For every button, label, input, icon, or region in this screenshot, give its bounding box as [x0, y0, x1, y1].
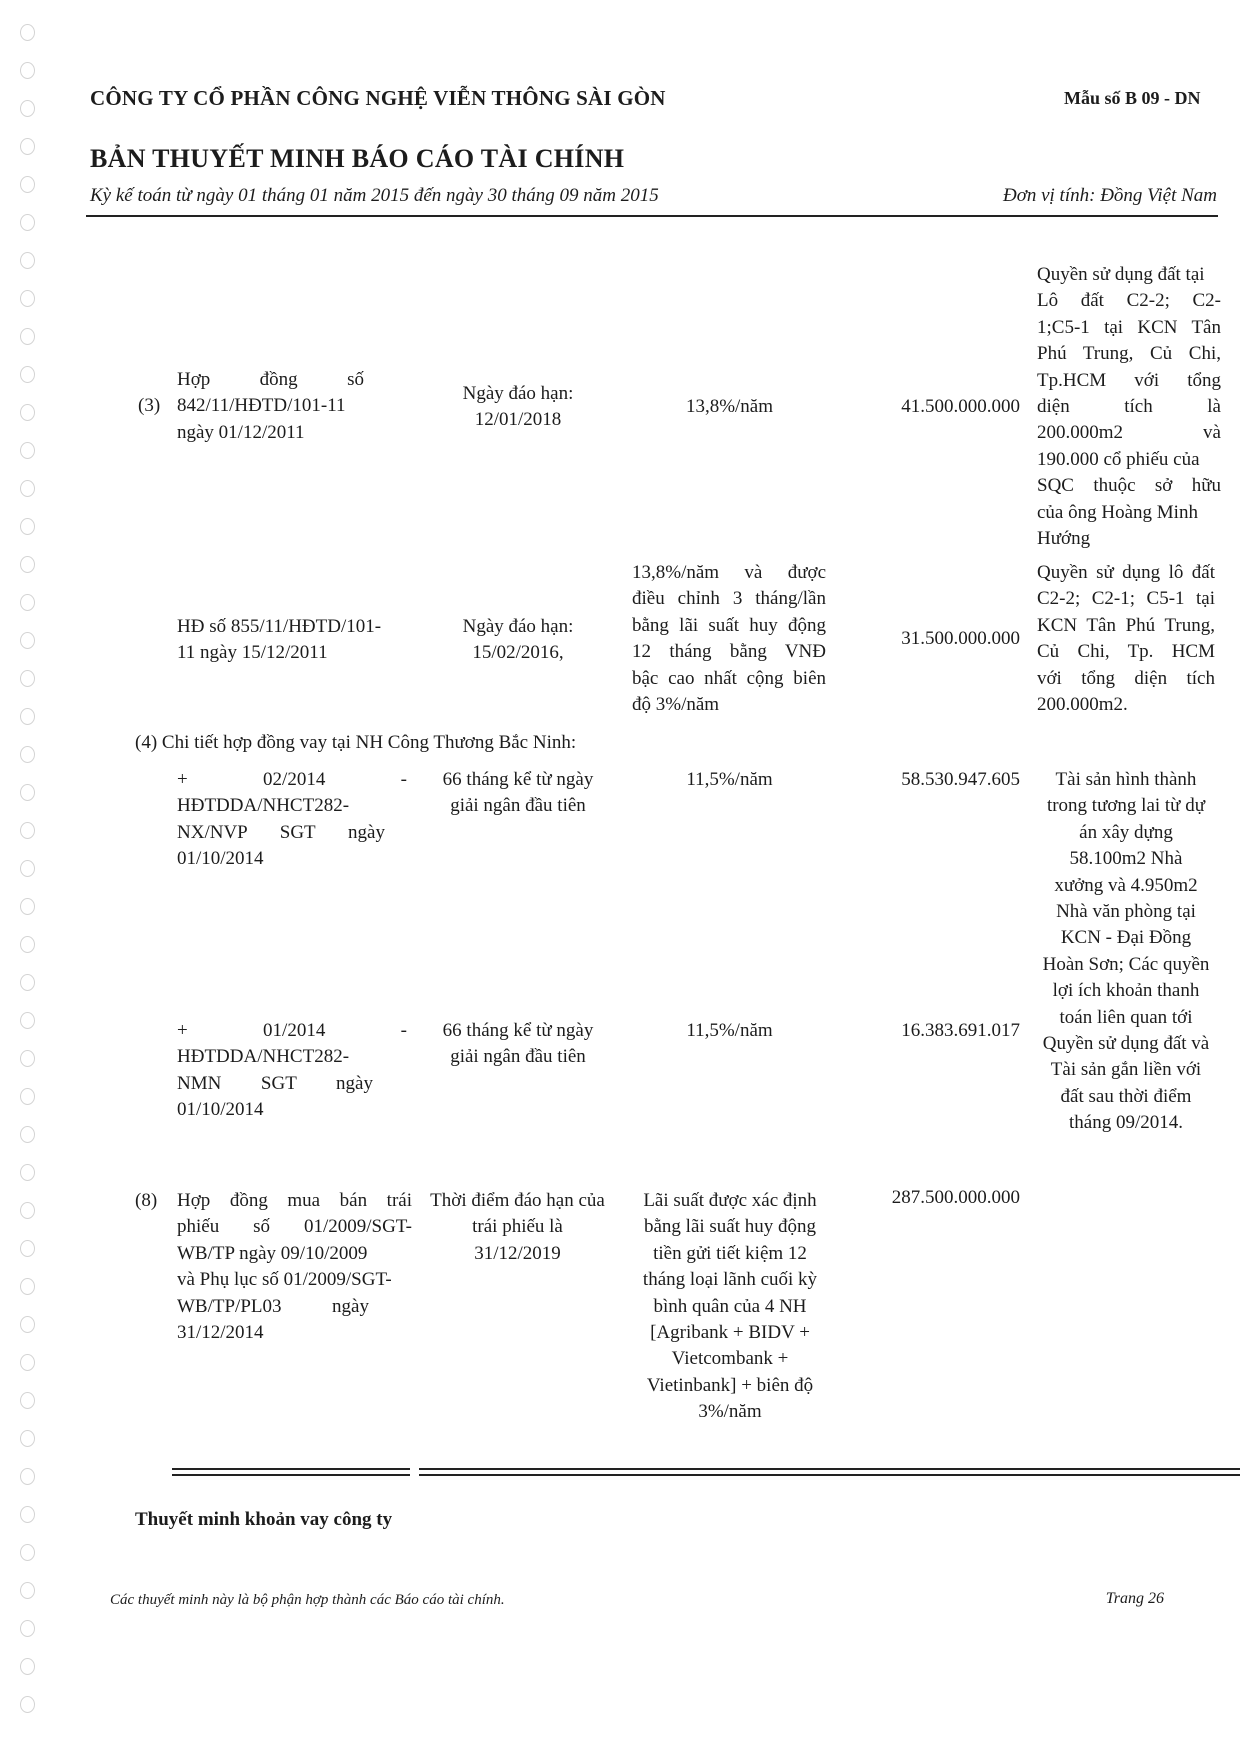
- rate-line: bình quân của 4 NH: [653, 1295, 807, 1317]
- contract-01-2014: [177, 1018, 407, 1124]
- collateral-line: Phú Trung, Củ Chi,: [1037, 343, 1221, 365]
- collateral-line: của ông Hoàng Minh: [1037, 501, 1198, 523]
- term-855: [428, 614, 608, 667]
- collateral-line: Quyền sử dụng lô đất: [1037, 562, 1215, 583]
- footer-note: Các thuyết minh này là bộ phận hợp thành các Báo cáo tài chính.: [110, 1592, 505, 1608]
- contract-line: 01/10/2014: [177, 848, 264, 870]
- term-01-2014: [428, 1018, 608, 1071]
- contract-line: 842/11/HĐTD/101-11: [177, 395, 346, 417]
- contract-line: 31/12/2014: [177, 1322, 264, 1344]
- rate-line: tháng loại lãnh cuối kỳ: [642, 1269, 818, 1291]
- collateral-line: Củ Chi, Tp. HCM: [1037, 641, 1215, 663]
- binder-holes: [16, 0, 40, 1754]
- contract-line: HĐ số 855/11/HĐTD/101-: [177, 616, 382, 637]
- collateral-line: toán liên quan tới: [1059, 1006, 1193, 1028]
- contract-line: + 01/2014 -: [177, 1020, 407, 1041]
- amount-855: 31.500.000.000: [901, 628, 1020, 649]
- contract-line: Hợp đồng mua bán trái: [177, 1190, 412, 1211]
- company-name: CÔNG TY CỔ PHẦN CÔNG NGHỆ VIỄN THÔNG SÀI GÒN: [90, 86, 666, 110]
- rate-line: bằng lãi suất huy động: [632, 614, 826, 636]
- rate-line: Lãi suất được xác định: [643, 1190, 817, 1211]
- term-bond: [420, 1188, 615, 1267]
- term-line: 15/02/2016,: [472, 642, 564, 664]
- amount-01-2014: 16.383.691.017: [901, 1020, 1020, 1041]
- header-divider: [86, 215, 1218, 217]
- rate-line: bằng lãi suất huy động: [643, 1216, 817, 1238]
- collateral-line: 58.100m2 Nhà: [1069, 848, 1183, 870]
- collateral-line: SQC thuộc sở hữu: [1037, 475, 1221, 497]
- rate-line: 12 tháng bằng VNĐ: [632, 641, 826, 663]
- collateral-line: lợi ích khoản thanh: [1052, 980, 1200, 1002]
- rate-line: 13,8%/năm và được: [632, 562, 826, 583]
- term-line: 12/01/2018: [474, 409, 562, 431]
- section-title: Thuyết minh khoản vay công ty: [135, 1509, 393, 1530]
- contract-line: NX/NVP SGT ngày: [177, 821, 385, 843]
- rate-01-2014: 11,5%/năm: [686, 1020, 773, 1041]
- document-title: BẢN THUYẾT MINH BÁO CÁO TÀI CHÍNH: [90, 144, 625, 173]
- term-line: Ngày đáo hạn:: [462, 616, 574, 637]
- contract-line: NMN SGT ngày: [177, 1072, 373, 1094]
- collateral-line: với tổng diện tích: [1037, 667, 1215, 689]
- rate-line: [Agribank + BIDV +: [650, 1322, 810, 1344]
- rate-line: Vietcombank +: [671, 1348, 789, 1370]
- currency-unit: Đơn vị tính: Đồng Việt Nam: [1002, 185, 1217, 206]
- amount-842: 41.500.000.000: [901, 396, 1020, 417]
- term-line: 66 tháng kể từ ngày: [442, 1020, 594, 1041]
- collateral-842: [1037, 262, 1221, 552]
- contract-line: và Phụ lục số 01/2009/SGT-: [177, 1269, 392, 1291]
- collateral-line: 200.000m2 và: [1037, 422, 1221, 444]
- term-02-2014: [428, 767, 608, 820]
- rate-855: [632, 560, 826, 718]
- collateral-line: xưởng và 4.950m2: [1054, 874, 1198, 896]
- rate-line: độ 3%/năm: [632, 694, 720, 716]
- collateral-line: KCN Tân Phú Trung,: [1037, 614, 1215, 636]
- rate-line: 3%/năm: [698, 1401, 762, 1423]
- amount-02-2014: 58.530.947.605: [901, 769, 1020, 790]
- table-end-rule: [419, 1468, 1240, 1476]
- page-number: Trang 26: [1105, 1590, 1164, 1607]
- rate-line: bậc cao nhất cộng biên: [632, 667, 826, 689]
- contract-line: Hợp đồng số: [177, 369, 364, 390]
- collateral-line: Hoàn Sơn; Các quyền: [1042, 953, 1210, 975]
- collateral-line: án xây dựng: [1079, 821, 1173, 843]
- contract-line: ngày 01/12/2011: [177, 421, 305, 443]
- contract-line: HĐTDDA/NHCT282-: [177, 1046, 350, 1068]
- rate-line: điều chỉnh 3 tháng/lần: [632, 588, 826, 610]
- form-code: Mẫu số B 09 - DN: [1064, 88, 1201, 108]
- contract-line: HĐTDDA/NHCT282-: [177, 795, 350, 817]
- term-line: Ngày đáo hạn:: [462, 383, 574, 404]
- collateral-line: đất sau thời điểm: [1060, 1085, 1192, 1107]
- collateral-line: 190.000 cổ phiếu của: [1037, 448, 1200, 470]
- collateral-line: diện tích là: [1037, 396, 1221, 418]
- rate-bond: [630, 1188, 830, 1426]
- section-4-heading: (4) Chi tiết hợp đồng vay tại NH Công Thương Bắc Ninh:: [135, 732, 577, 753]
- contract-line: phiếu số 01/2009/SGT-: [177, 1216, 412, 1238]
- rate-842: 13,8%/năm: [685, 396, 774, 417]
- table-end-rule: [172, 1468, 410, 1476]
- collateral-line: Quyền sử dụng đất và: [1042, 1033, 1210, 1055]
- contract-bond: [177, 1188, 412, 1346]
- term-line: giải ngân đầu tiên: [450, 1046, 586, 1068]
- contract-line: + 02/2014 -: [177, 769, 407, 790]
- collateral-line: 200.000m2.: [1037, 694, 1128, 716]
- contract-02-2014: [177, 767, 407, 873]
- collateral-line: Quyền sử dụng đất tại: [1037, 264, 1205, 285]
- term-line: 66 tháng kể từ ngày: [442, 769, 594, 790]
- term-line: giải ngân đầu tiên: [450, 795, 586, 817]
- contract-842: [177, 367, 364, 446]
- reporting-period: Kỳ kế toán từ ngày 01 tháng 01 năm 2015 đến ngày 30 tháng 09 năm 2015: [90, 185, 659, 206]
- contract-line: 01/10/2014: [177, 1099, 264, 1121]
- term-line: Thời điểm đáo hạn của: [430, 1190, 605, 1211]
- amount-bond: 287.500.000.000: [891, 1187, 1020, 1208]
- term-line: trái phiếu là: [472, 1216, 563, 1238]
- collateral-line: trong tương lai từ dự: [1046, 795, 1206, 817]
- contract-line: 11 ngày 15/12/2011: [177, 642, 328, 664]
- contract-line: WB/TP/PL03 ngày: [177, 1295, 369, 1317]
- collateral-nhct: [1032, 767, 1220, 1137]
- collateral-line: Nhà văn phòng tại: [1056, 901, 1196, 923]
- contract-855: [177, 614, 412, 667]
- collateral-line: KCN - Đại Đồng: [1060, 927, 1192, 949]
- collateral-line: Tp.HCM với tổng: [1037, 369, 1221, 391]
- collateral-855: [1037, 560, 1215, 718]
- term-line: 31/12/2019: [474, 1242, 561, 1264]
- rate-line: Vietinbank] + biên độ: [646, 1374, 814, 1396]
- collateral-line: Tài sản hình thành: [1055, 769, 1197, 790]
- row-number-3: (3): [138, 395, 161, 416]
- rate-02-2014: 11,5%/năm: [686, 769, 773, 790]
- row-number-8: (8): [135, 1190, 158, 1211]
- rate-line: tiền gửi tiết kiệm 12: [653, 1242, 807, 1264]
- contract-line: WB/TP ngày 09/10/2009: [177, 1242, 368, 1264]
- collateral-line: Tài sản gắn liền với: [1050, 1059, 1202, 1081]
- collateral-line: Lô đất C2-2; C2-: [1037, 290, 1221, 312]
- collateral-line: 1;C5-1 tại KCN Tân: [1037, 316, 1221, 338]
- collateral-line: tháng 09/2014.: [1069, 1112, 1183, 1134]
- collateral-line: C2-2; C2-1; C5-1 tại: [1037, 588, 1215, 610]
- collateral-line: Hướng: [1037, 528, 1091, 550]
- term-842: [428, 381, 608, 434]
